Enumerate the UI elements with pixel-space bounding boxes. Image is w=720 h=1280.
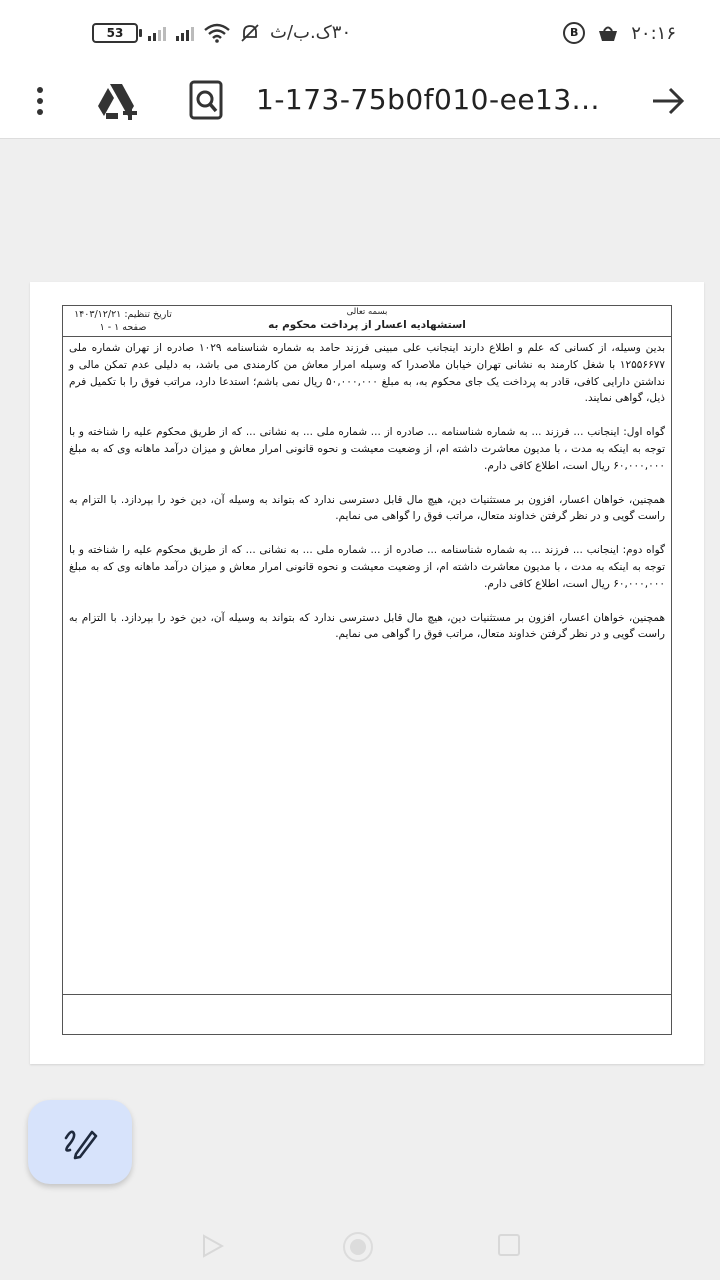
b-badge-icon: B <box>563 22 585 44</box>
mute-bell-icon <box>240 23 260 43</box>
signal-icon <box>148 25 166 41</box>
draw-edit-icon <box>62 1124 98 1160</box>
app-toolbar <box>0 64 720 139</box>
file-preview-icon[interactable] <box>189 80 223 120</box>
footer-divider <box>63 994 671 995</box>
status-bar <box>0 0 720 64</box>
document-frame <box>62 305 672 1035</box>
more-options-icon[interactable] <box>34 84 46 118</box>
header-date: تاریخ تنظیم: ۱۴۰۳/۱۲/۲۱ <box>74 309 172 320</box>
status-right-group <box>563 22 676 44</box>
header-center <box>63 307 671 333</box>
paragraph-witness-2: گواه دوم: اینجانب ... فرزند ... به شماره شناسنامه ... صادره از ... شماره ملی ... به نشانی ... که از طریق محکوم علیه را شناخته و با توجه به اینکه به مدت ، با مدیون معاشرت داشته ام، از وضعیت معیشت و نحوه قانونی امرار معاش و میزان درآمد ماهانه وی که به مبلغ ۶۰,۰۰۰,۰۰۰ ریال است، اطلاع کافی دارم. <box>69 544 665 590</box>
document-body <box>69 340 665 660</box>
paragraph-witness-1: گواه اول: اینجانب ... فرزند ... به شماره شناسنامه ... صادره از ... شماره ملی ... به نشانی ... که از طریق محکوم علیه را شناخته و با توجه به اینکه به مدت ، با مدیون معاشرت داشته ام، از وضعیت معیشت و نحوه قانونی امرار معاش و میزان درآمد ماهانه وی که به مبلغ ۶۰,۰۰۰,۰۰۰ ریال است، اطلاع کافی دارم. <box>69 426 665 472</box>
system-nav-bar <box>0 1208 720 1280</box>
nav-recents-button[interactable] <box>498 1234 520 1256</box>
edit-fab-button[interactable] <box>28 1100 132 1184</box>
clock: ۲۰:۱۶ <box>631 22 676 44</box>
header-page-number: صفحه ۱ - ۱ <box>99 322 147 333</box>
nav-home-button[interactable] <box>343 1232 373 1262</box>
paragraph-witness-1-statement: همچنین، خواهان اعسار، افزون بر مستثنیات دین، هیچ مال قابل دسترسی ندارد که بتواند به وسیله آن، دین خود را بپردازد. با التزام به راست گویی و در نظر گرفتن خداوند متعال، مراتب فوق را گواهی می نمایم. <box>69 493 665 523</box>
arrow-forward-icon[interactable] <box>650 84 686 118</box>
signal-icon-2 <box>176 25 194 41</box>
paragraph-witness-2-statement: همچنین، خواهان اعسار، افزون بر مستثنیات دین، هیچ مال قابل دسترسی ندارد که بتواند به وسیله آن، دین خود را بپردازد. با التزام به راست گویی و در نظر گرفتن خداوند متعال، مراتب فوق را گواهی می نمایم. <box>69 611 665 641</box>
paragraph-request: بدین وسیله، از کسانی که علم و اطلاع دارند اینجانب علی مبینی فرزند حامد به شماره شناسنامه ۱۰۲۹ صادره از تهران شماره ملی ۱۲۵۵۶۶۷۷ با شغل کارمند به نشانی تهران خیابان ملاصدرا که وسیله امرار معاش من کارمندی می باشد، به دلیلی عدم تمکن مالی و نداشتن دارایی کافی، قادر به پرداخت یک جای محکوم به، به مبلغ ۵۰,۰۰۰,۰۰۰ ریال نمی باشم؛ استدعا دارد، مراتب فوق را با تکمیل فرم ذیل، گواهی نمایند. <box>69 342 666 405</box>
battery-indicator: 53 <box>92 23 138 43</box>
wifi-icon <box>204 23 230 43</box>
status-carrier-text: ۳۰ک.ب/ث <box>270 22 352 43</box>
nav-back-icon[interactable] <box>202 1234 224 1258</box>
document-title[interactable]: 1-173-75b0f010-ee13... <box>256 83 600 116</box>
add-to-drive-icon[interactable] <box>96 80 142 120</box>
document-header <box>63 306 671 337</box>
status-left-group <box>92 22 351 43</box>
document-page <box>30 282 704 1064</box>
document-heading: استشهادیه اعسار از پرداخت محکوم به <box>268 319 466 331</box>
basket-icon <box>597 23 619 43</box>
basmala: بسمه تعالی <box>346 307 388 317</box>
